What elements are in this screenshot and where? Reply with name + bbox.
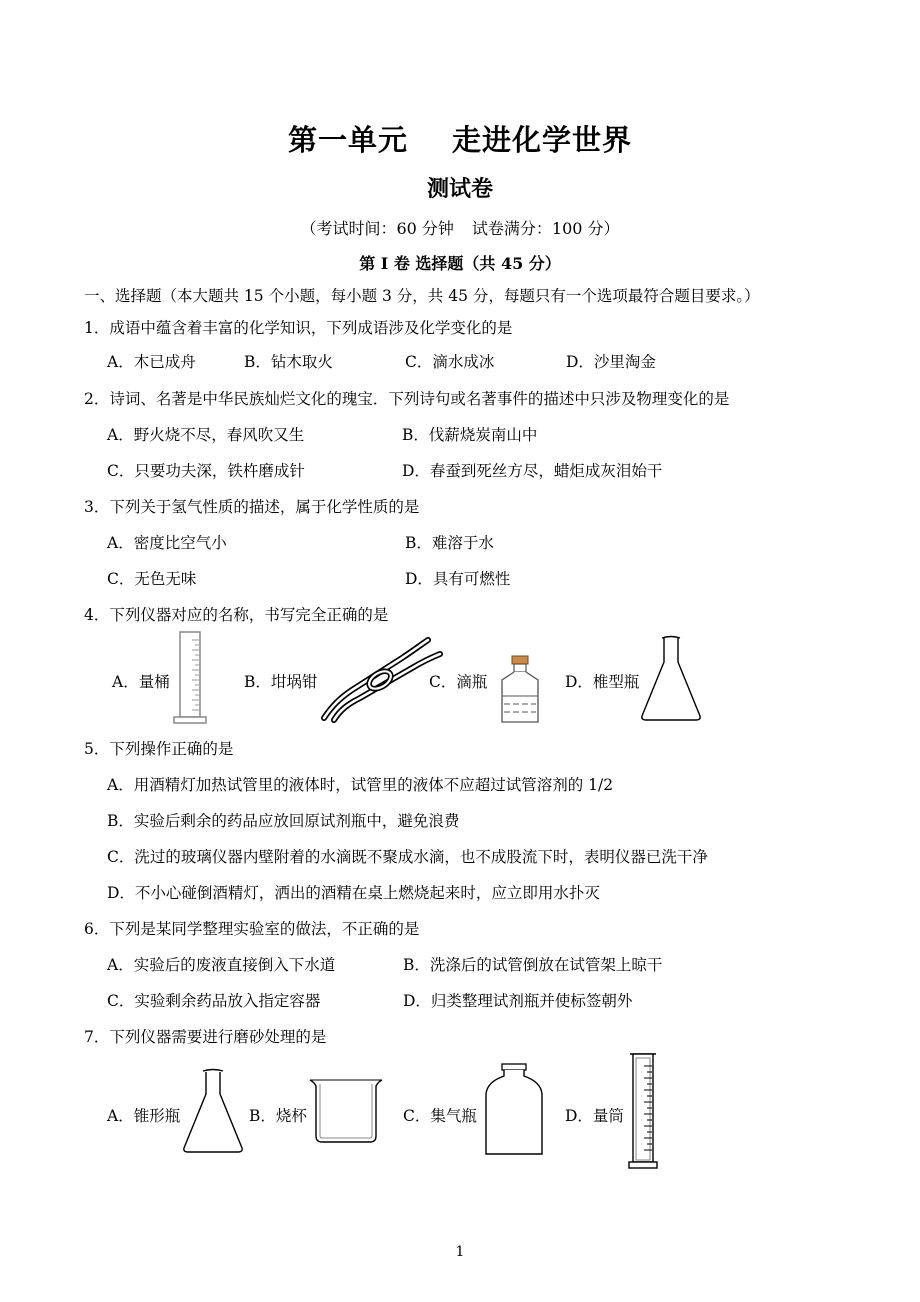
- dropper-bottle-icon: [496, 654, 544, 726]
- option-d: D．具有可燃性: [405, 570, 511, 588]
- option-a: A．实验后的废液直接倒入下水道: [107, 956, 336, 974]
- option-c: C．只要功夫深，铁杵磨成针: [107, 462, 305, 480]
- option-c: C．集气瓶: [403, 1107, 477, 1125]
- title-topic: 走进化学世界: [452, 123, 633, 157]
- option-c: C．洗过的玻璃仪器内壁附着的水滴既不聚成水滴，也不成股流下时，表明仪器已洗干净: [107, 848, 708, 866]
- option-b: B．烧杯: [249, 1107, 307, 1125]
- question-stem: 1．成语中蕴含着丰富的化学知识，下列成语涉及化学变化的是: [84, 319, 513, 337]
- option-a: A．木已成舟: [107, 353, 196, 371]
- option-b: B．难溶于水: [405, 534, 494, 552]
- section-heading: 第 I 卷 选择题（共 45 分）: [359, 254, 561, 273]
- exam-time: （考试时间：60 分钟: [300, 219, 454, 238]
- page-subtitle: 测试卷: [426, 177, 493, 202]
- option-a: A．用酒精灯加热试管里的液体时，试管里的液体不应超过试管溶剂的 1/2: [107, 776, 614, 794]
- question-stem: 2．诗词、名著是中华民族灿烂文化的瑰宝．下列诗句或名著事件的描述中只涉及物理变化的是: [84, 390, 730, 408]
- option-d: D．沙里淘金: [566, 353, 656, 371]
- option-a: A．野火烧不尽，春风吹又生: [107, 426, 305, 444]
- option-d: D．量筒: [565, 1107, 624, 1125]
- option-b: B．钻木取火: [244, 353, 333, 371]
- option-c: C．实验剩余药品放入指定容器: [107, 992, 321, 1010]
- option-c: C．滴瓶: [429, 673, 488, 691]
- conical-flask-icon: [638, 632, 704, 724]
- option-a: A．锥形瓶: [107, 1107, 181, 1125]
- crucible-tongs-icon: [318, 632, 448, 724]
- conical-flask-icon: [180, 1066, 246, 1156]
- option-a: A．密度比空气小: [107, 534, 227, 552]
- graduated-cylinder-icon: [172, 630, 208, 725]
- page-number: 1: [455, 1244, 465, 1260]
- title-unit: 第一单元: [287, 123, 408, 157]
- beaker-icon: [306, 1076, 386, 1144]
- option-b: B．实验后剩余的药品应放回原试剂瓶中，避免浪费: [107, 812, 460, 830]
- option-d: D．椎型瓶: [565, 673, 640, 691]
- option-d: D．归类整理试剂瓶并使标签朝外: [403, 992, 633, 1010]
- question-stem: 6．下列是某同学整理实验室的做法，不正确的是: [84, 920, 420, 938]
- option-b: B．洗涤后的试管倒放在试管架上晾干: [403, 956, 663, 974]
- option-d: D．春蚕到死丝方尽，蜡炬成灰泪始干: [402, 462, 663, 480]
- option-d: D．不小心碰倒酒精灯，洒出的酒精在桌上燃烧起来时，应立即用水扑灭: [107, 884, 600, 902]
- full-score: 试卷满分：100 分）: [471, 219, 620, 238]
- option-a: A．量桶: [112, 673, 170, 691]
- page-title: [0, 118, 920, 159]
- question-stem: 7．下列仪器需要进行磨砂处理的是: [84, 1028, 327, 1046]
- question-stem: 5．下列操作正确的是: [84, 740, 234, 758]
- option-b: B．坩埚钳: [244, 673, 318, 691]
- gas-collecting-bottle-icon: [483, 1062, 545, 1158]
- option-c: C．滴水成冰: [405, 353, 495, 371]
- instruction-text: 一、选择题（本大题共 15 个小题，每小题 3 分，共 45 分，每题只有一个选项最符合题目要求。）: [84, 287, 760, 305]
- question-stem: 4．下列仪器对应的名称，书写完全正确的是: [84, 606, 389, 624]
- graduated-cylinder-icon: [626, 1052, 660, 1170]
- exam-meta: [0, 216, 920, 239]
- option-c: C．无色无味: [107, 570, 197, 588]
- question-stem: 3．下列关于氢气性质的描述，属于化学性质的是: [84, 498, 420, 516]
- option-b: B．伐薪烧炭南山中: [402, 426, 538, 444]
